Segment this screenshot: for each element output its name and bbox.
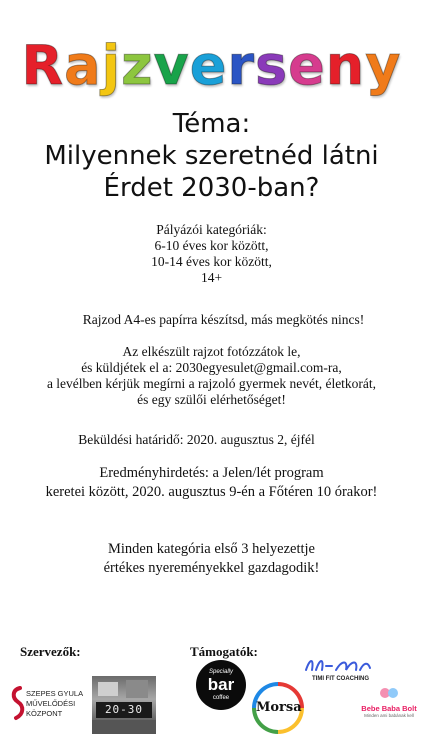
contest-title [0,36,423,96]
bebe-logo-icon [377,687,401,699]
bar-coffee-logo [196,660,246,710]
prizes-info [0,540,423,578]
title-letter: v [153,34,190,97]
szepes-gyula-logo [10,682,86,726]
deadline: Beküldési határidő: 2020. augusztus 2, éjfél [78,432,315,447]
title-letter: s [255,34,289,97]
timi-logo-script-icon [302,656,374,676]
title-letter: R [21,34,65,97]
categories-block [0,222,423,286]
title-letter: e [288,34,326,97]
category-item: 10-14 éves kor között, [151,254,272,269]
bebe-logo-sub: Minden ami babának kell [364,713,414,718]
morsa-logo [252,682,304,734]
submission-line: és küldjétek el a: 2030egyesulet@gmail.com-ra, [81,360,342,375]
szepes-logo-line: SZEPES GYULA [26,689,84,698]
bar-logo-bottom: coffee [212,695,230,701]
szepes-logo-line: MŰVELŐDÉSI [26,699,76,708]
category-item: 6-10 éves kor között, [154,238,269,253]
szepes-logo-line: KÖZPONT [26,709,63,718]
submission-line: Az elkészült rajzot fotózzátok le, [122,344,301,359]
theme-heading: Téma: [172,109,251,139]
bebe-baba-bolt-logo [358,686,420,720]
egyesulet-logo-text: 20-30 [96,702,152,718]
results-line: keretei között, 2020. augusztus 9-én a Főtéren 10 órakor! [45,484,378,500]
title-letter: y [365,34,402,97]
category-item: 14+ [200,270,223,285]
prizes-line: értékes nyereményekkel gazdagodik! [103,560,320,576]
title-letter: n [325,34,366,97]
submission-info [0,344,423,408]
sponsors-label: Támogatók: [190,644,258,659]
theme-question-line2: Érdet 2030-ban? [103,173,320,203]
paper-rule: Rajzod A4-es papírra készítsd, más megkötés nincs! [82,312,365,327]
theme-question-line1: Milyennek szeretnéd látni [44,141,379,171]
title-letter: a [64,34,102,97]
bar-logo-top: Specially [208,669,233,675]
title-letter: r [227,34,256,97]
categories-heading: Pályázói kategóriák: [156,222,267,237]
morsa-logo-text: Morsa [256,686,300,730]
timi-logo-text: TIMI FIT COACHING [312,676,369,682]
results-announcement [0,464,423,502]
prizes-line: Minden kategória első 3 helyezettje [108,541,315,557]
title-letter: j [101,34,122,97]
bar-logo-main: bar [207,675,235,694]
organizers-label: Szervezők: [20,644,81,659]
submission-line: a levélben kérjük megírni a rajzoló gyermek nevét, életkorát, [46,376,377,391]
egyesulet-2030-logo [92,676,156,734]
title-letter: z [121,34,154,97]
submission-line: és egy szülői elérhetőséget! [137,392,286,407]
results-line: Eredményhirdetés: a Jelen/lét program [99,465,324,481]
title-letter: e [189,34,228,97]
bebe-logo-text: Bebe Baba Bolt [361,704,417,713]
timi-fit-coaching-logo [302,656,374,688]
